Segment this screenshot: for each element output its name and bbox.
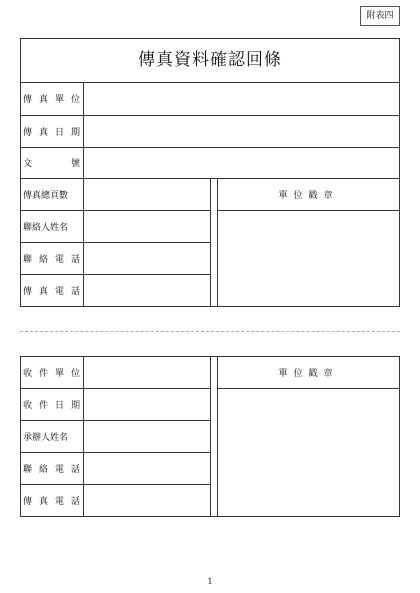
stamp-divider <box>210 178 211 307</box>
label-contact-phone: 聯 絡 電 話 <box>23 254 80 265</box>
label-receiving-unit: 收 件 單 位 <box>23 368 80 379</box>
label-contact-name: 聯絡人姓名 <box>23 222 69 233</box>
label-divider <box>83 82 84 307</box>
label-fax-number: 傳 真 電 話 <box>23 287 80 297</box>
label-fax-date: 傳 真 日 期 <box>23 127 80 138</box>
label-divider <box>83 356 84 517</box>
row-divider <box>217 210 400 211</box>
row-divider <box>217 388 400 389</box>
label-handler-name: 承辦人姓名 <box>23 432 69 443</box>
label-doc-number: 文 號 <box>23 159 80 169</box>
label-contact-phone-2: 聯 絡 電 話 <box>23 464 80 475</box>
attachment-tag: 附表四 <box>360 6 400 26</box>
label-fax-number-2: 傳 真 電 話 <box>23 497 80 507</box>
page-number: 1 <box>207 577 213 586</box>
stamp-header-2: 單位戳章 <box>278 368 339 379</box>
label-total-pages: 傳真總頁數 <box>23 190 69 201</box>
label-fax-unit: 傳 真 單 位 <box>23 95 80 105</box>
cut-line <box>20 331 400 332</box>
label-receiving-date: 收 件 日 期 <box>23 400 80 411</box>
stamp-divider <box>210 356 211 517</box>
stamp-header: 單位戳章 <box>278 190 339 201</box>
page-title: 傳真資料確認回條 <box>138 50 282 70</box>
